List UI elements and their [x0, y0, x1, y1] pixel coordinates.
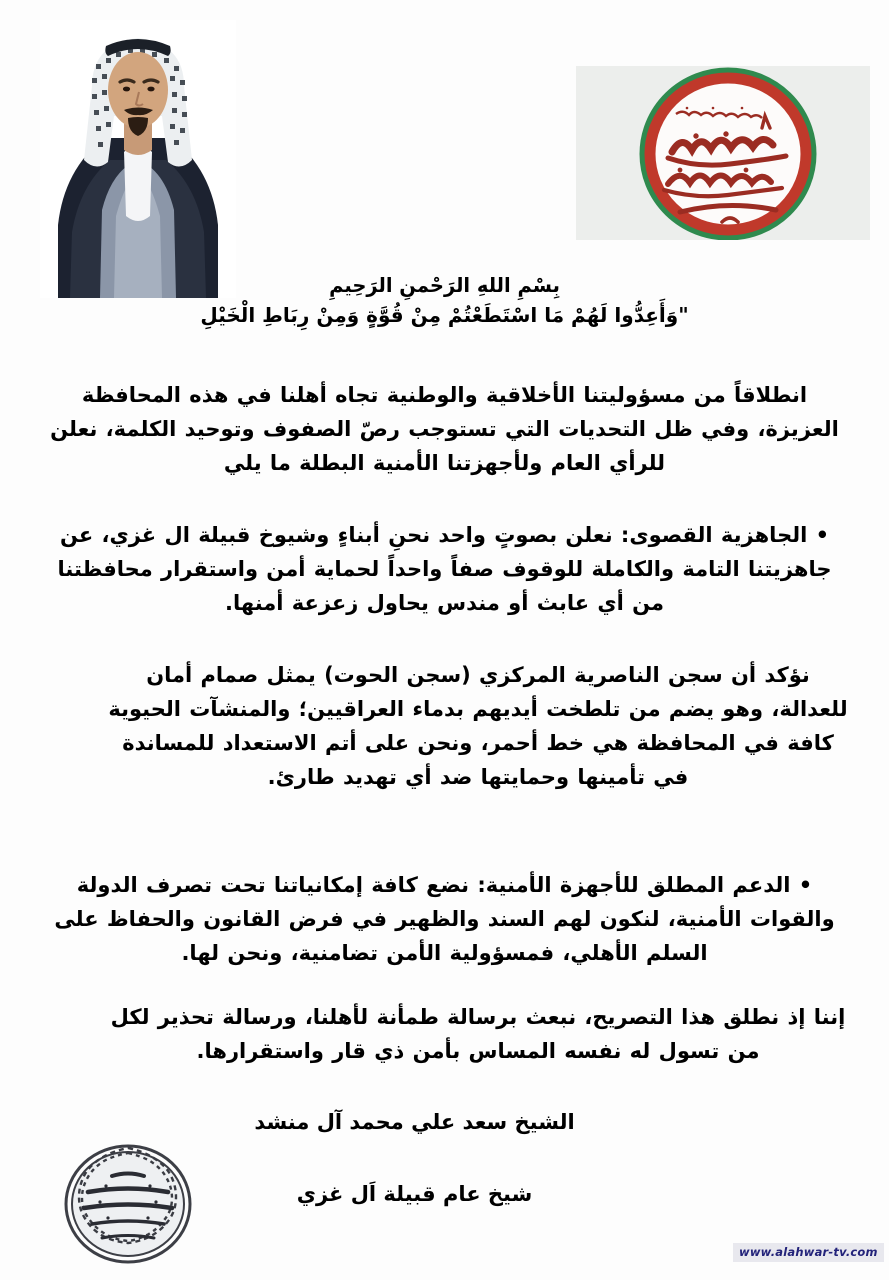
basmala-block: [40, 272, 849, 330]
intro-paragraph: انطلاقاً من مسؤوليتنا الأخلاقية والوطنية تجاه أهلنا في هذه المحافظة العزيزة، وفي ظل التحديات التي تستوجب رصّ الصفوف وتوحيد الكلمة، نعلن للرأي العام ولأجهزتنا الأمنية البطلة ما يلي: [50, 383, 839, 476]
signature-name: الشيخ سعد علي محمد آل منشد: [254, 1110, 575, 1134]
quran-verse: "وَأَعِدُّوا لَهُمْ مَا اسْتَطَعْتُمْ مِنْ قُوَّةٍ وَمِنْ رِبَاطِ الْخَيْلِ: [200, 303, 689, 328]
bullet-readiness: • الجاهزية القصوى: نعلن بصوتٍ واحد نحنِ أبناءٍ وشيوخ قبيلة ال غزي، عن جاهزيتنا التامة والكاملة للوقوف صفاً واحداً لحماية أمن واستقرار محافظتنا من أي عابث أو مندس يحاول زعزعة أمنها.: [57, 523, 832, 616]
basmala-line: بِسْمِ اللهِ الرَحْمنِ الرَحِيمِ: [329, 274, 560, 297]
site-watermark[interactable]: www.alahwar-tv.com: [733, 1243, 884, 1262]
tribal-emblem: [576, 66, 870, 240]
official-stamp: [62, 1140, 194, 1268]
signature-title: شيخ عام قبيلة اَل غزي: [296, 1182, 533, 1206]
closing-paragraph: إننا إذ نطلق هذا التصريح، نبعث برسالة طمأنة لأهلنا، ورسالة تحذير لكل من تسول له نفسه المساس بأمن ذي قار واستقرارها.: [110, 1005, 846, 1064]
portrait-photo: [40, 20, 236, 298]
prison-paragraph: نؤكد أن سجن الناصرية المركزي (سجن الحوت) يمثل صمام أمان للعدالة، وهو يضم من تلطخت أيديهم بدماء العراقيين؛ والمنشآت الحيوية كافة في المحافظة هي خط أحمر، ونحن على أتم الاستعداد للمساندة في تأمينها وحمايتها ضد أي تهديد طارئ.: [108, 663, 848, 790]
bullet-support: • الدعم المطلق للأجهزة الأمنية: نضع كافة إمكانياتنا تحت تصرف الدولة والقوات الأمنية، لنكون لهم السند والظهير في فرض القانون والحفاظ على السلم الأهلي، فمسؤولية الأمن تضامنية، ونحن لها.: [54, 873, 835, 966]
